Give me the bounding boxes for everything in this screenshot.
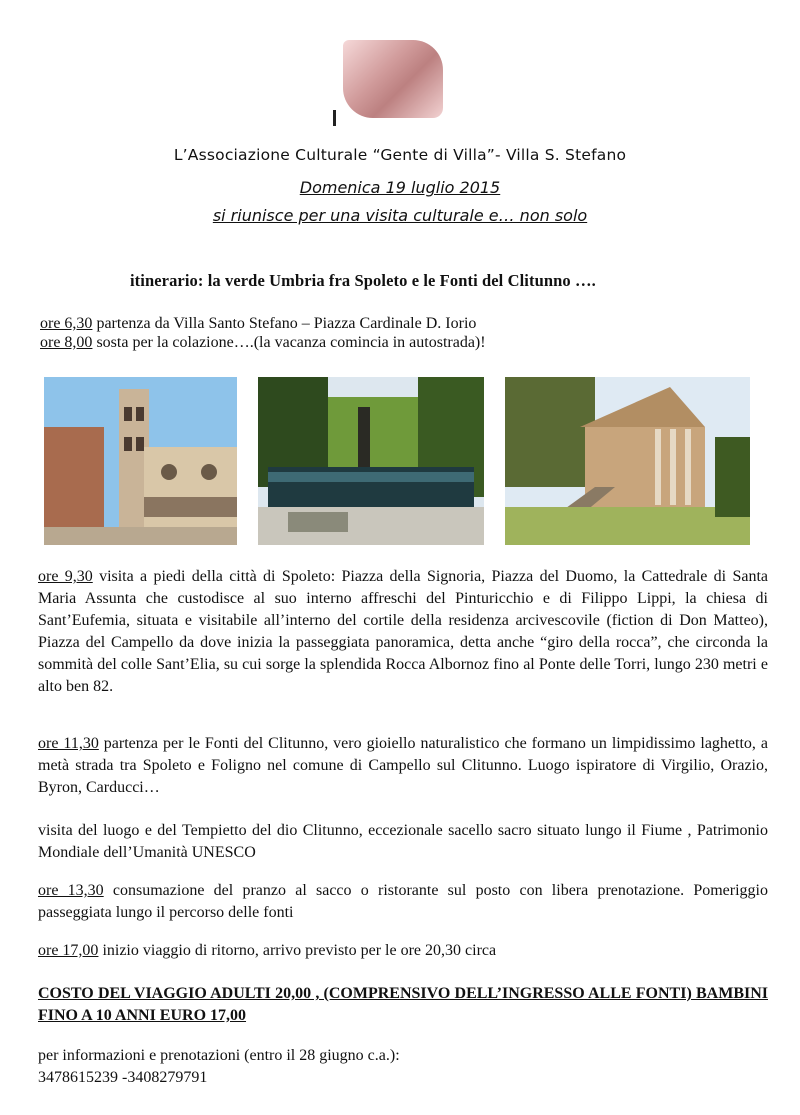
paragraph-text: consumazione del pranzo al sacco o ristorante sul posto con libera prenotazione. Pomeriggio passeggiata lungo il percorso delle fonti — [38, 882, 768, 921]
paragraph-spoleto — [38, 566, 768, 698]
contact-info: per informazioni e prenotazioni (entro il 28 giugno c.a.): — [38, 1047, 400, 1064]
event-subtitle: si riunisce per una visita culturale e… non solo — [212, 206, 588, 225]
paragraph-tempietto — [38, 820, 768, 864]
temple-photo — [505, 377, 750, 545]
paragraph-time: ore 17,00 — [38, 942, 99, 959]
paragraph-text: inizio viaggio di ritorno, arrivo previsto per le ore 20,30 circa — [98, 942, 497, 959]
association-logo — [343, 40, 443, 118]
lake-photo — [258, 377, 484, 545]
paragraph-time: ore 11,30 — [38, 735, 99, 752]
logo-mark — [333, 110, 336, 126]
itinerary-title: itinerario: la verde Umbria fra Spoleto e le Fonti del Clitunno …. — [130, 271, 596, 290]
paragraph-time: ore 13,30 — [38, 882, 104, 899]
paragraph-text: visita a piedi della città di Spoleto: Piazza della Signoria, Piazza del Duomo, la Cattedrale di Santa Maria Assunta che custodisce al suo interno affreschi del Pinturicchio e di Filippo Lippi, la chiesa di Sant’Eufemia, situata e visitabile all’interno del cortile della residenza arcivescovile (fiction di Don Matteo), Piazza del Campello da dove inizia la passeggiata panoramica, detta anche “giro della rocca”, che circonda la sommità del colle Sant’Elia, su cui sorge la splendida Rocca Albornoz fino al Ponte delle Torri, lungo 230 metri e alto ben 82. — [38, 568, 768, 695]
paragraph-lunch — [38, 880, 768, 924]
trip-cost: COSTO DEL VIAGGIO ADULTI 20,00 , (COMPRENSIVO DELL’INGRESSO ALLE FONTI) BAMBINI FINO A 10 ANNI EURO 17,00 — [38, 985, 768, 1024]
cathedral-photo — [44, 377, 237, 545]
paragraph-clitunno — [38, 733, 768, 799]
paragraph-text: partenza per le Fonti del Clitunno, vero gioiello naturalistico che formano un limpidissimo laghetto, a metà strada tra Spoleto e Foligno nel comune di Campello sul Clitunno. Luogo ispiratore di Virgilio, Orazio, Byron, Carducci… — [38, 735, 769, 796]
schedule-time: ore 6,30 — [40, 315, 93, 332]
schedule-text: partenza da Villa Santo Stefano – Piazza Cardinale D. Iorio — [92, 315, 477, 332]
schedule-time: ore 8,00 — [40, 334, 93, 351]
association-name: L’Associazione Culturale “Gente di Villa”- Villa S. Stefano — [173, 146, 627, 164]
paragraph-text: visita del luogo e del Tempietto del dio Clitunno, eccezionale sacello sacro situato lungo il Fiume , Patrimonio Mondiale dell’Umanità UNESCO — [38, 822, 768, 861]
schedule-line-1 — [40, 314, 476, 333]
schedule-line-2 — [40, 333, 486, 352]
schedule-text: sosta per la colazione….(la vacanza comincia in autostrada)! — [92, 334, 486, 351]
event-date: Domenica 19 luglio 2015 — [299, 178, 501, 197]
paragraph-return — [38, 940, 768, 962]
paragraph-time: ore 9,30 — [38, 568, 93, 585]
phone-numbers: 3478615239 -3408279791 — [38, 1069, 208, 1086]
